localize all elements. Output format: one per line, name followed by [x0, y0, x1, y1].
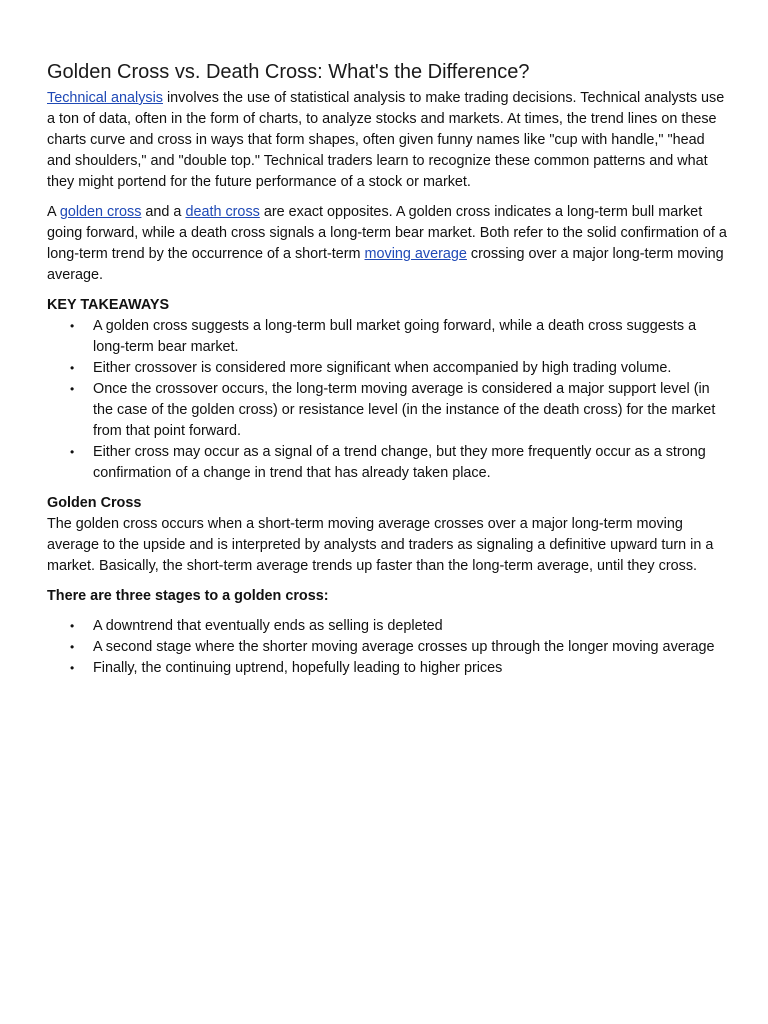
- golden-cross-paragraph: The golden cross occurs when a short-term moving average crosses over a major long-term moving average to the upside and is interpreted by analysts and traders as signaling a definitive upward turn in a market. Basically, the short-term average trends up faster than the long-term average, until they cross.: [47, 516, 714, 574]
- moving-average-link[interactable]: moving average: [364, 246, 467, 262]
- document-page: [47, 58, 727, 688]
- list-item: [70, 316, 727, 358]
- list-item-text: A second stage where the shorter moving average crosses up through the longer moving average: [93, 639, 715, 655]
- list-item-text: Finally, the continuing uptrend, hopefully leading to higher prices: [93, 660, 503, 676]
- death-cross-link[interactable]: death cross: [185, 204, 260, 220]
- list-item: [70, 358, 727, 379]
- list-item-text: A downtrend that eventually ends as selling is depleted: [93, 618, 443, 634]
- list-item: [70, 616, 727, 637]
- bullet-icon: •: [70, 319, 75, 333]
- stages-list: [47, 616, 727, 679]
- page-title: Golden Cross vs. Death Cross: What's the Difference?: [47, 61, 530, 83]
- list-item-text: A golden cross suggests a long-term bull market going forward, while a death cross suggests a long-term bear market.: [93, 318, 697, 355]
- definition-text-4: crossing over a major long-term moving average.: [47, 246, 724, 283]
- bullet-icon: •: [70, 361, 75, 375]
- bullet-icon: •: [70, 661, 75, 675]
- golden-cross-link[interactable]: golden cross: [59, 204, 142, 220]
- list-item-text: Either cross may occur as a signal of a trend change, but they more frequently occur as a strong confirmation of a change in trend that has already taken place.: [93, 444, 706, 481]
- list-item-text: Either crossover is considered more significant when accompanied by high trading volume.: [93, 360, 672, 376]
- intro-paragraph: [47, 88, 727, 193]
- definition-text-3: are exact opposites. A golden cross indicates a long-term bull market going forward, while a death cross signals a long-term bear market. Both refer to the solid confirmation of a long-term trend by the occurrence of a short-term: [47, 204, 727, 262]
- list-item: [70, 379, 727, 442]
- list-item: [70, 442, 727, 484]
- definition-text-1: A: [47, 204, 60, 220]
- list-item: [70, 658, 727, 679]
- definition-text-2: and a: [141, 204, 186, 220]
- list-item-text: Once the crossover occurs, the long-term moving average is considered a major support level (in the case of the golden cross) or resistance level (in the instance of the death cross) for the market from that point forward.: [93, 381, 716, 439]
- technical-analysis-link[interactable]: Technical analysis: [47, 90, 163, 106]
- key-takeaways-heading: KEY TAKEAWAYS: [47, 297, 170, 313]
- stages-heading: There are three stages to a golden cross:: [47, 588, 329, 604]
- list-item: [70, 637, 727, 658]
- golden-cross-heading: Golden Cross: [47, 495, 142, 511]
- definition-paragraph: [47, 202, 727, 286]
- key-takeaways-list: [47, 316, 727, 484]
- intro-text: involves the use of statistical analysis to make trading decisions. Technical analysts use a ton of data, often in the form of charts, to analyze stocks and markets. At times, the trend lines on these charts curve and cross in ways that form shapes, often given funny names like "cup with handle," "head and shoulders," and "double top." Technical traders learn to recognize these common patterns and what they might portend for the future performance of a stock or market.: [47, 90, 725, 190]
- bullet-icon: •: [70, 445, 75, 459]
- bullet-icon: •: [70, 640, 75, 654]
- bullet-icon: •: [70, 382, 75, 396]
- bullet-icon: •: [70, 619, 75, 633]
